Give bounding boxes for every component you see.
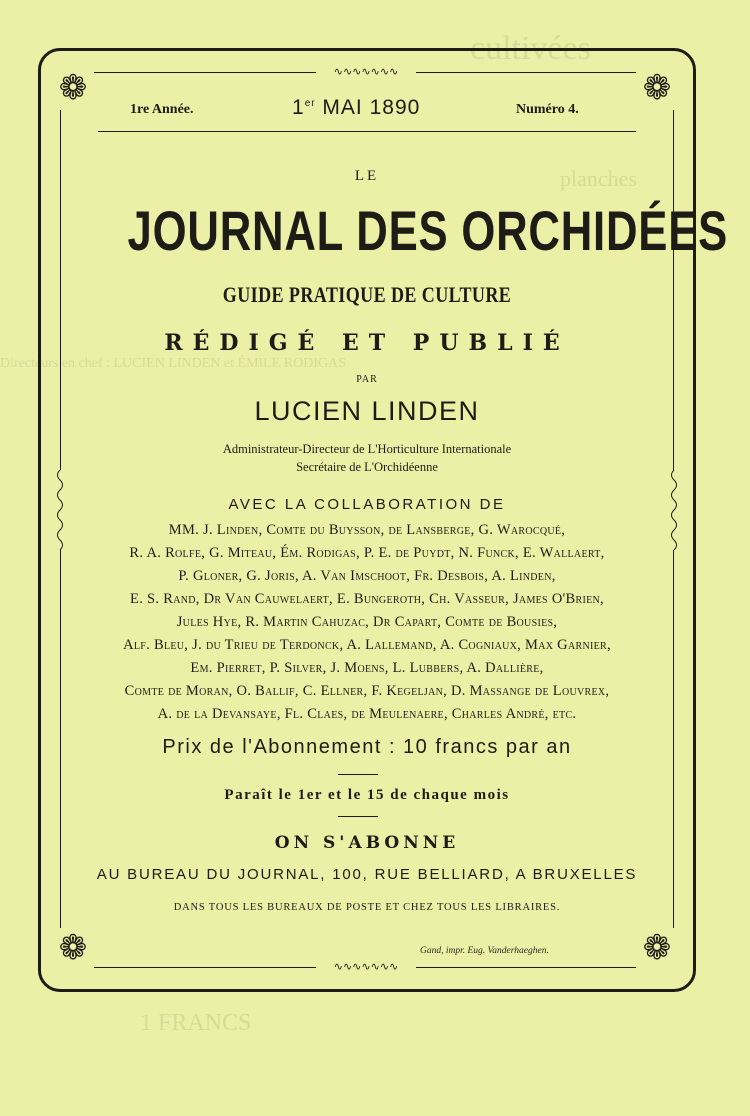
author-role-1: Administrateur-Directeur de L'Horticulture Internationale: [222, 442, 512, 456]
collaborator-line: Comte de Moran, O. Ballif, C. Ellner, F. Kegeljan, D. Massange de Louvrex,: [124, 683, 610, 699]
journal-title: JOURNAL DES ORCHIDÉES: [127, 199, 729, 262]
subscribe-heading: ON S'ABONNE: [274, 833, 460, 853]
publication-schedule: Paraît le 1er et le 15 de chaque mois: [224, 787, 510, 803]
title-article: LE: [354, 168, 380, 184]
collaborator-line: MM. J. Linden, Comte du Buysson, de Lansberge, G. Warocqué,: [168, 522, 566, 538]
collaborator-line: A. de la Devansaye, Fl. Claes, de Meulenaere, Charles André, etc.: [157, 706, 577, 722]
fleuron-ornament-icon: ❁: [52, 68, 94, 110]
collaborator-line: R. A. Rolfe, G. Miteau, Ém. Rodigas, P. E. de Puydt, N. Funck, E. Wallaert,: [129, 545, 605, 561]
bleed-text-2: planches: [560, 166, 637, 191]
collaborator-line: Alf. Bleu, J. du Trieu de Terdonck, A. Lallemand, A. Cogniaux, Max Garnier,: [123, 637, 611, 653]
author-name: LUCIEN LINDEN: [254, 396, 480, 426]
by-label: PAR: [356, 374, 378, 385]
printer-credit: Gand, impr. Eug. Vanderhaeghen.: [420, 946, 549, 956]
bleed-text-1: cultivées: [470, 30, 591, 67]
edited-published: RÉDIGÉ ET PUBLIÉ: [164, 330, 570, 356]
collaboration-heading: AVEC LA COLLABORATION DE: [228, 496, 506, 513]
collaborator-line: Em. Pierret, P. Silver, J. Moens, L. Lubbers, A. Dallière,: [190, 660, 544, 676]
fleuron-ornament-icon: ❁: [636, 928, 678, 970]
divider: [338, 774, 378, 775]
issue-number: Numéro 4.: [516, 102, 579, 117]
collaborator-line: Jules Hye, R. Martin Cahuzac, Dr Capart, Comte de Bousies,: [176, 614, 558, 630]
author-role-2: Secrétaire de L'Orchidéenne: [296, 460, 438, 474]
wave-ornament-icon: ∿∿∿∿∿∿∿: [316, 67, 416, 77]
year-label: 1re Année.: [130, 102, 194, 117]
wave-ornament-icon: ∿∿∿∿∿∿∿: [316, 962, 416, 972]
divider: [338, 816, 378, 817]
collaborator-line: E. S. Rand, Dr Van Cauwelaert, E. Bungeroth, Ch. Vasseur, James O'Brien,: [130, 591, 604, 607]
bleed-text-3: Directeurs en chef : LUCIEN LINDEN et ÉMILE RODIGAS: [0, 356, 347, 371]
subscription-price: Prix de l'Abonnement : 10 francs par an: [162, 736, 572, 758]
bleed-text-4: 1 FRANCS: [140, 1010, 252, 1036]
header-rule: [98, 131, 636, 132]
journal-subtitle: GUIDE PRATIQUE DE CULTURE: [222, 282, 512, 307]
collaborator-line: P. Gloner, G. Joris, A. Van Imschoot, Fr. Desbois, A. Linden,: [178, 568, 556, 584]
fleuron-ornament-icon: ❁: [636, 68, 678, 110]
masthead-row: [80, 96, 655, 126]
office-address: AU BUREAU DU JOURNAL, 100, RUE BELLIARD, A BRUXELLES: [96, 866, 638, 883]
subscription-outlets: DANS TOUS LES BUREAUX DE POSTE ET CHEZ TOUS LES LIBRAIRES.: [173, 902, 561, 913]
issue-date: 1er MAI 1890: [292, 96, 421, 119]
fleuron-ornament-icon: ❁: [52, 928, 94, 970]
